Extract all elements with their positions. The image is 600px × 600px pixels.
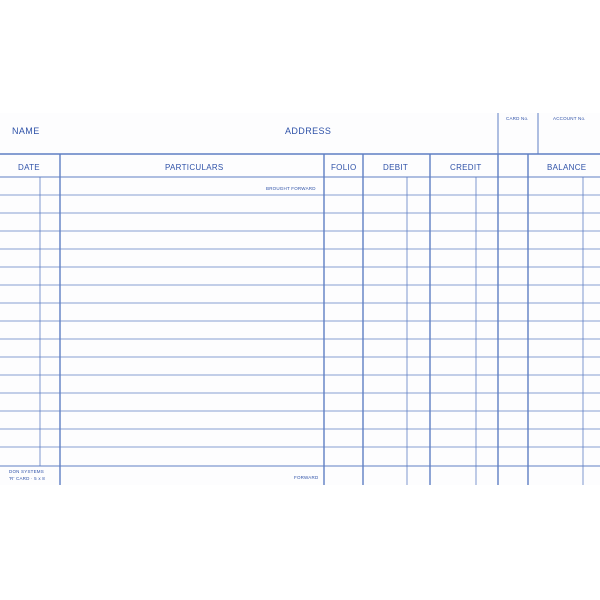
column-header-balance: BALANCE — [547, 163, 587, 172]
imprint-line-1: DON SYSTEMS — [9, 469, 44, 474]
forward-label: FORWARD — [294, 475, 319, 480]
column-header-date: DATE — [18, 163, 40, 172]
column-header-credit: CREDIT — [450, 163, 482, 172]
name-label: NAME — [12, 126, 40, 136]
card-no-label: CARD No. — [506, 116, 529, 121]
column-header-folio: FOLIO — [331, 163, 357, 172]
column-header-particulars: PARTICULARS — [165, 163, 224, 172]
ledger-ruling — [0, 113, 600, 485]
address-label: ADDRESS — [285, 126, 332, 136]
ledger-card — [0, 113, 600, 485]
account-no-label: ACCOUNT No. — [553, 116, 586, 121]
column-header-debit: DEBIT — [383, 163, 409, 172]
imprint-line-2: 'R' CARD · 5 x 8 — [9, 476, 45, 481]
brought-forward-label: BROUGHT FORWARD — [266, 186, 316, 191]
